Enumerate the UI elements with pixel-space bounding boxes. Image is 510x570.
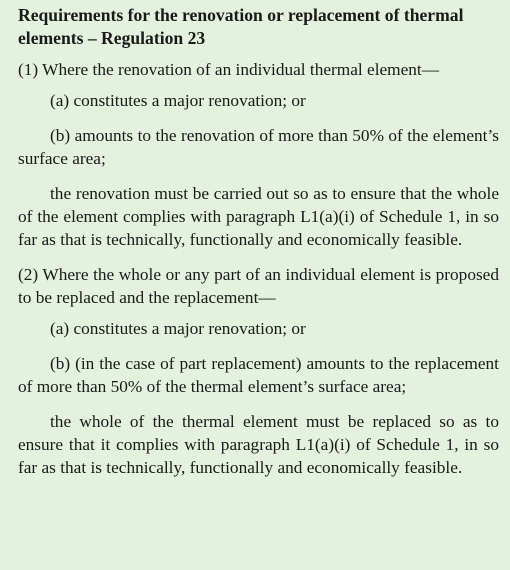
section-1-intro: (1) Where the renovation of an individual thermal element— bbox=[18, 60, 440, 79]
section-1-conclusion: the renovation must be carried out so as to ensure that the whole of the element complies with paragraph L1(a)(i) of Schedule 1, in so far as that is technically, functionally and economically feasible. bbox=[18, 184, 499, 249]
section-2-item-b: (b) (in the case of part replacement) amounts to the replacement of more than 50% of the thermal element’s surface area; bbox=[18, 354, 499, 396]
section-2-intro: (2) Where the whole or any part of an individual element is proposed to be replaced and the replacement— bbox=[18, 265, 499, 307]
section-2-conclusion: the whole of the thermal element must be replaced so as to ensure that it complies with paragraph L1(a)(i) of Schedule 1, in so far as that is technically, functionally and economically feasible. bbox=[18, 412, 499, 477]
section-1-item-b: (b) amounts to the renovation of more than 50% of the element’s surface area; bbox=[18, 126, 499, 168]
section-2-item-a: (a) constitutes a major renovation; or bbox=[50, 319, 306, 338]
section-1-item-a: (a) constitutes a major renovation; or bbox=[50, 91, 306, 110]
regulation-title: Requirements for the renovation or replacement of thermal elements – Regulation 23 bbox=[18, 5, 464, 48]
